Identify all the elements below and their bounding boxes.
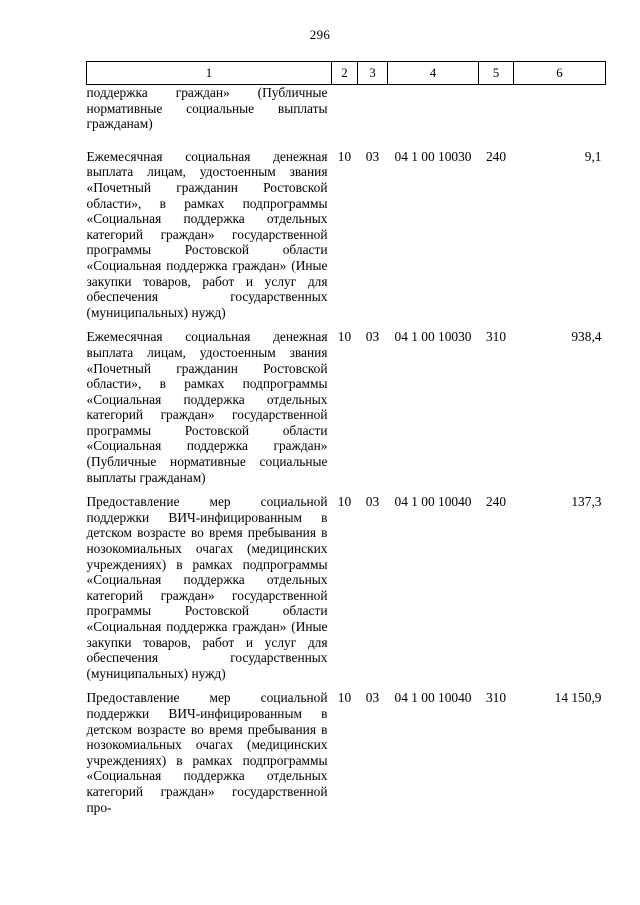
row-section: [332, 85, 358, 149]
row-subsection: 03: [365, 329, 380, 345]
table-row: [87, 690, 606, 824]
row-amount: 9,1: [584, 148, 602, 164]
row-expense-type: 310: [485, 329, 507, 345]
header-col-2: 2: [332, 62, 358, 85]
budget-table: [86, 61, 606, 824]
row-amount: 137,3: [571, 494, 602, 510]
row-target-code: [388, 85, 479, 149]
table-row: [87, 85, 606, 149]
row-description: Ежемесячная социальная денежная выплата лицам, удостоенным звания «Почетный гражданин Ростовской области», в рамках подпрограммы «Социальная поддержка отдельных категорий граждан» государственной программы Ростовской области «Социальная поддержка граждан» (Публичные нормативные социальные выплаты гражданам): [86, 329, 328, 485]
row-target-code: 04 1 00 10030: [394, 148, 472, 164]
row-amount: [514, 85, 606, 149]
table-row: [87, 494, 606, 690]
row-expense-type: 240: [485, 148, 507, 164]
row-description: поддержка граждан» (Публичные нормативные социальные выплаты гражданам): [86, 85, 328, 132]
row-target-code: 04 1 00 10040: [394, 690, 472, 706]
header-col-3: 3: [358, 62, 388, 85]
row-subsection: 03: [365, 494, 380, 510]
row-target-code: 04 1 00 10030: [394, 329, 472, 345]
row-description: Ежемесячная социальная денежная выплата лицам, удостоенным звания «Почетный гражданин Ростовской области», в рамках подпрограммы «Социальная поддержка отдельных категорий граждан» государственной программы Ростовской области «Социальная поддержка граждан» (Иные закупки товаров, работ и услуг для обеспечения государственных (муниципальных) нужд): [86, 148, 328, 320]
row-section: 10: [337, 329, 352, 345]
row-section: 10: [337, 494, 352, 510]
page-number: 296: [309, 27, 331, 42]
row-subsection: [358, 85, 388, 149]
table-row: [87, 149, 606, 330]
row-amount: 14 150,9: [554, 690, 602, 706]
row-subsection: 03: [365, 690, 380, 706]
header-col-6: 6: [514, 62, 606, 85]
row-expense-type: 310: [485, 690, 507, 706]
row-section: 10: [337, 148, 352, 164]
row-target-code: 04 1 00 10040: [394, 494, 472, 510]
table-body: [87, 85, 606, 825]
row-expense-type: 240: [485, 494, 507, 510]
header-row: [87, 62, 606, 85]
row-description: Предоставление мер социальной поддержки ВИЧ-инфицированным в детском возрасте во время пребывания в нозокомиальных очагах (медицинских учреждениях) в рамках подпрограммы «Социальная поддержка отдельных категорий граждан» государственной программы Ростовской области «Социальная поддержка граждан» (Иные закупки товаров, работ и услуг для обеспечения государственных (муниципальных) нужд): [86, 494, 328, 681]
header-col-4: 4: [388, 62, 479, 85]
row-amount: 938,4: [571, 329, 602, 345]
table-header: [87, 62, 606, 85]
table-row: [87, 329, 606, 494]
header-col-1: 1: [87, 62, 332, 85]
row-expense-type: [479, 85, 514, 149]
header-col-5: 5: [479, 62, 514, 85]
row-subsection: 03: [365, 148, 380, 164]
row-description: Предоставление мер социальной поддержки ВИЧ-инфицированным в детском возрасте во время пребывания в нозокомиальных очагах (медицинских учреждениях) в рамках подпрограммы «Социальная поддержка отдельных категорий граждан» государственной про-: [86, 690, 328, 815]
row-section: 10: [337, 690, 352, 706]
